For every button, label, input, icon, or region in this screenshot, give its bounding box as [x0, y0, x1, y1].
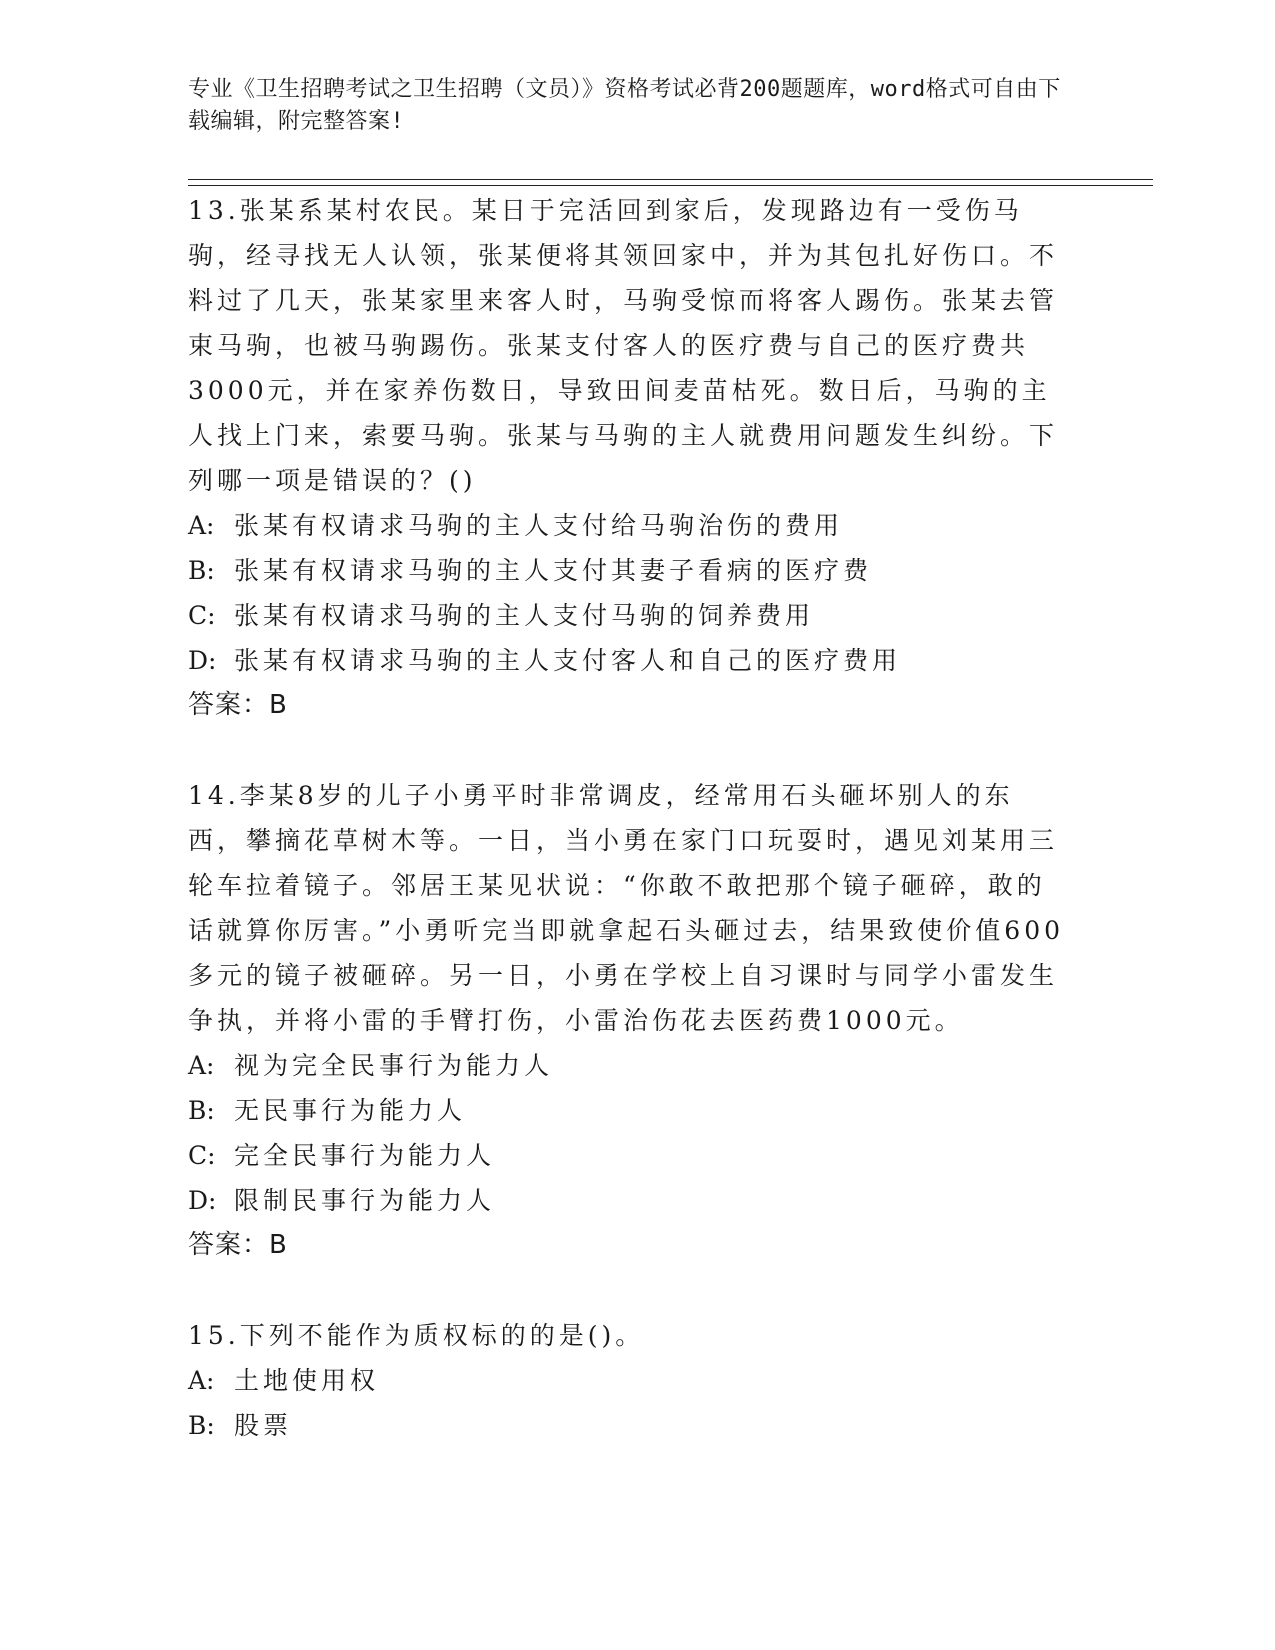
option-letter: C: [188, 1141, 216, 1170]
option-c [188, 1133, 1068, 1178]
option-d [188, 638, 1068, 683]
option-text: 视为完全民事行为能力人 [234, 1051, 554, 1080]
option-a [188, 503, 1068, 548]
question-15 [188, 1313, 1068, 1448]
option-text: 完全民事行为能力人 [234, 1141, 496, 1170]
option-text: 张某有权请求马驹的主人支付马驹的饲养费用 [234, 601, 815, 630]
option-a [188, 1043, 1068, 1088]
question-14 [188, 773, 1068, 1268]
option-text: 张某有权请求马驹的主人支付其妻子看病的医疗费 [234, 556, 873, 585]
option-letter: D: [188, 646, 217, 675]
question-list [188, 188, 1068, 1448]
header-divider-top [188, 179, 1153, 180]
answer-label: 答案：B [188, 1230, 288, 1260]
option-a [188, 1358, 1068, 1403]
option-letter: A: [188, 1366, 215, 1395]
question-stem: 14.李某8岁的儿子小勇平时非常调皮，经常用石头砸坏别人的东西，攀摘花草树木等。一日，当小勇在家门口玩耍时，遇见刘某用三轮车拉着镜子。邻居王某见状说：“你敢不敢把那个镜子砸碎，敢的话就算你厉害。”小勇听完当即就拿起石头砸过去，结果致使价值600多元的镜子被砸碎。另一日，小勇在学校上自习课时与同学小雷发生争执，并将小雷的手臂打伤，小雷治伤花去医药费1000元。 [188, 781, 1065, 1035]
option-letter: C: [188, 601, 216, 630]
option-text: 无民事行为能力人 [234, 1096, 467, 1125]
option-text: 张某有权请求马驹的主人支付客人和自己的医疗费用 [234, 646, 902, 675]
option-letter: A: [188, 1051, 215, 1080]
document-header: 专业《卫生招聘考试之卫生招聘（文员）》资格考试必背200题题库，word格式可自由下载编辑，附完整答案! [188, 77, 1061, 134]
option-letter: B: [188, 1411, 215, 1440]
option-b [188, 548, 1068, 593]
option-letter: B: [188, 556, 215, 585]
option-text: 张某有权请求马驹的主人支付给马驹治伤的费用 [234, 511, 844, 540]
option-letter: A: [188, 511, 215, 540]
answer-label: 答案：B [188, 690, 288, 720]
option-c [188, 593, 1068, 638]
option-d [188, 1178, 1068, 1223]
option-b [188, 1088, 1068, 1133]
option-letter: D: [188, 1186, 217, 1215]
option-b [188, 1403, 1068, 1448]
option-text: 股票 [234, 1411, 293, 1440]
header-divider-bottom [188, 185, 1153, 186]
question-stem: 15.下列不能作为质权标的的是()。 [188, 1321, 645, 1350]
option-text: 限制民事行为能力人 [234, 1186, 496, 1215]
question-spacer [188, 1268, 1068, 1313]
question-stem: 13.张某系某村农民。某日于完活回到家后，发现路边有一受伤马驹，经寻找无人认领，张某便将其领回家中，并为其包扎好伤口。不料过了几天，张某家里来客人时，马驹受惊而将客人踢伤。张某去管束马驹，也被马驹踢伤。张某支付客人的医疗费与自己的医疗费共3000元，并在家养伤数日，导致田间麦苗枯死。数日后，马驹的主人找上门来，索要马驹。张某与马驹的主人就费用问题发生纠纷。下列哪一项是错误的？() [188, 196, 1059, 495]
option-letter: B: [188, 1096, 215, 1125]
option-text: 土地使用权 [234, 1366, 380, 1395]
question-spacer [188, 728, 1068, 773]
question-13 [188, 188, 1068, 728]
